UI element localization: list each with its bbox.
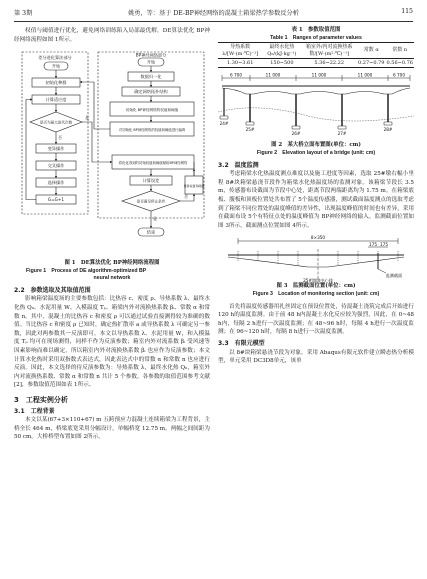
section-3-2-heading: 3.2 温度监测 (218, 161, 259, 169)
table-1-caption-en: Table 1 Ranges of parameter values (270, 34, 362, 41)
table-header: 导热系数 λ/[W·(m·℃)⁻¹] (218, 43, 262, 59)
pier-label: 28# (383, 127, 393, 133)
init-pop-text: 初始化种群 (45, 80, 67, 85)
no-label-bp: 否 (184, 194, 188, 199)
table-header: 最终水化热 Q₀/(kJ·kg⁻¹) (262, 43, 301, 59)
table-header: 常数 α (357, 43, 385, 59)
monitor-section-label: 监测截面 (385, 273, 403, 279)
yes-label-bp: 是 (153, 216, 157, 221)
max-gen-text: 是否为最大迭代次数 (39, 120, 73, 125)
dim-right-label: 175 (380, 242, 388, 248)
section-2-2-paragraph: 影响箱梁温度场的主要参数包括：比热容 c、密度 ρ、导热系数 λ、最终水化热 Q₀、水泥用量 W、入模温度 Tₚ、箱梁内外对流换热系数 βᵢ、常数 α 和常数 n。其中，混凝土的比热容 c 和密度 ρ 可以通过试验直接测得较为准确的数值。当比热容 c 和密度 ρ 已知时，确定热扩散率 a 或导热系数 λ 可确定另一参数，因此对两参数其一反演即可。本文以导热系数 λ、水泥用量 W，和入模温度 Tₚ 均可在现场测得，同样不作为反演参数；箱室内外对流系数 βᵢ 受风速等因素影响而难以确定，所以箱室内外对流换热系数 βᵢ 也应作为反演参数；本文计算水化热时采用双指数式表达式，因此表达式中的常数 α 和常数 n 也应进行反演。因此，本文选择的待反演参数为：导热系数 λ，最终水化热 Q₀，箱室外内对流换热系数、常数 α 和常数 n 共计 5 个参数。各参数的取值范围参考文献[2]，参数取值范围如表 1所示。 (14, 296, 210, 389)
table-row (218, 59, 414, 68)
dim-total-label: 8×350 (310, 235, 326, 241)
figure-2-caption-en: Figure 2 Elevation layout of a bridge (unit: cm) (256, 150, 376, 156)
figure-2-caption-cn: 图 2 某大桥立面布置图(单位：cm) (271, 142, 361, 149)
table-header: 常数 n (386, 43, 415, 59)
span-label: 11 000 (265, 72, 281, 78)
g-inc-text: G=G+1 (47, 197, 65, 202)
pier-centerline-label: 25#墩墩中心线 (303, 278, 333, 284)
figure-1-caption-cn: 图 1 DE算法优化 BP神经网络流程图 (64, 260, 160, 266)
yes-label-de: 是 (85, 115, 89, 120)
table-header: 箱室外/内对流换热系数/[W·(m²·℃)⁻¹] (301, 43, 357, 59)
init-wb-text: 初始化 BP神经网络的权值和阈值 (125, 108, 179, 112)
table-cell: 5.36~22.22 (301, 59, 357, 68)
section-3-3-heading: 3.3 有限元模型 (218, 339, 265, 347)
running-title: 姚勇，等：基于 DE-BP神经网络的混凝土箱梁热学参数反分析 (128, 10, 299, 17)
selection-text: 选择操作 (47, 180, 65, 185)
table-1-caption-cn: 表 1 参数取值范围 (291, 27, 341, 33)
pier-label: 26# (291, 131, 301, 137)
table-cell: 0.56~0.76 (386, 60, 413, 66)
assign-wb-text: 将优化得到的初始权值和阈值赋给BP神经网络 (118, 161, 188, 165)
mutation-text: 变异操作 (47, 146, 65, 151)
right-column (218, 27, 414, 366)
figure-3-caption-en: Figure 3 Location of monitoring section (unit: cm) (252, 290, 380, 297)
encode-wb-text: 对初始化 BP神经网络的权值和阈值进行编码 (118, 128, 186, 132)
running-header (14, 6, 413, 20)
table-cell: 0.27~0.79 (358, 60, 385, 66)
stop-cond-text: 是否满足停止条件 (136, 199, 166, 204)
dim-left-label: 175 (369, 242, 377, 248)
parameter-table (218, 42, 414, 68)
topology-text: 确定网络拓扑结构 (134, 89, 168, 94)
de-part-box (22, 52, 88, 214)
calc-fit-text: 计算适应度 (45, 97, 67, 102)
figure-1-caption-en: Figure 1 Process of DE algorithm-optimized BP (26, 267, 147, 274)
section-3-1-heading: 3.1 工程背景 (14, 407, 55, 415)
table-cell: 1.30~3.61 (218, 59, 262, 68)
ground-line (218, 108, 414, 121)
section-3-2-paragraph: 考虑箱梁水化热温度测点难度以及施工进度等因素，选取 25#墩右幅小里程 8#块箱梁悬浇节段作为箱梁水化热温度场的监测对象。该箱梁节段长 3.5 m，传感器布设截面为节段中心处，距离节段两端距离均为 1.75 m。在箱梁底板、腹板和顶板位置处共布置了 5个温度传感器，测试截面温度测点的选取考虑到了箱梁不同位置处的温度峰值的差异性，出现温度峰值的时间也有差异，采用在截面布设 5个有特征点处的温度峰值为 BP神经网络的输入。监测截面位置如图 3所示，截面测点位置如图 4所示。 (218, 171, 414, 229)
pier-label: 25# (245, 127, 255, 133)
span-label: 11 000 (311, 72, 327, 78)
update-wb-text: 更新权值和阈值 (183, 184, 205, 188)
span-label: 11 000 (357, 72, 373, 78)
pier-label: 24# (219, 121, 229, 127)
section-2-2-heading: 2.2 参数选取及其取值范围 (14, 286, 91, 294)
page-number: 115 (401, 8, 413, 15)
flowchart-svg (14, 50, 210, 260)
pier-label: 27# (337, 131, 347, 137)
de-start-text: 开始 (51, 63, 61, 69)
section-3-heading: 3 工程实例分析 (14, 395, 68, 404)
normalize-text: 数据归一化 (140, 74, 162, 79)
span-label: 6 700 (393, 72, 405, 78)
figure-3-monitoring-section (218, 233, 414, 283)
de-part-title: 差分进化算法部分 (38, 55, 72, 60)
figure-3-caption-cn: 图 3 监测截面位置(单位：cm) (276, 283, 356, 290)
girder-soffit (222, 88, 410, 94)
bp-start-text: 开始 (146, 59, 156, 65)
crossover-text: 交叉操作 (47, 163, 65, 168)
calc-err-text: 计算误差 (142, 178, 160, 183)
table-cell: 150~500 (262, 59, 301, 68)
section-3-3-paragraph: 以 8#块箱梁悬浇节段为对象，采用 Abaqus有限元软件建立瞬态热分析模型，单元采用 DC3D8单元，该单 (218, 349, 414, 365)
figure-1-flowchart (14, 50, 210, 260)
span-label: 6 700 (230, 72, 242, 78)
section-3-1-paragraph: 本文以某(67+3×110+67) m 五跨预应力混凝土连续箱梁为工程背景，主桥全长 464 m，桥梁底宽采用分幅设计，单幅桥宽 12.75 m，两幅之间间距为 50 cm。大桥桥型布置如图 2所示。 (14, 417, 210, 441)
end-text: 结束 (146, 229, 156, 235)
left-column (14, 27, 210, 442)
monitoring-schedule-paragraph: 首先将温度传感器用扎丝固定在预设位置处，待混凝土浇筑完成后开始进行 120 h的温度监测。由于前 48 h内混凝土水化反应较为强烈，因此，在 0~48 h内，每隔 2 h进行一次温度监测；在 48~96 h时，每隔 4 h进行一次温度监测；在 96~120 h时，每隔 8 h进行一次温度监测。 (218, 303, 414, 336)
issue-number: 第 3期 (14, 10, 33, 17)
bp-part-title: BP神经网络部分 (135, 52, 167, 58)
intro-paragraph: 权值与阈值进行优化，避免网络训练陷入局部最优解，DE算法优化 BP神经网络流程如图 1所示。 (14, 28, 210, 43)
figure-1-caption-en-2: neural network (93, 275, 131, 282)
figure-2-bridge-elevation (218, 72, 414, 142)
no-label-de: 否 (58, 135, 62, 140)
header-rule (14, 21, 413, 22)
